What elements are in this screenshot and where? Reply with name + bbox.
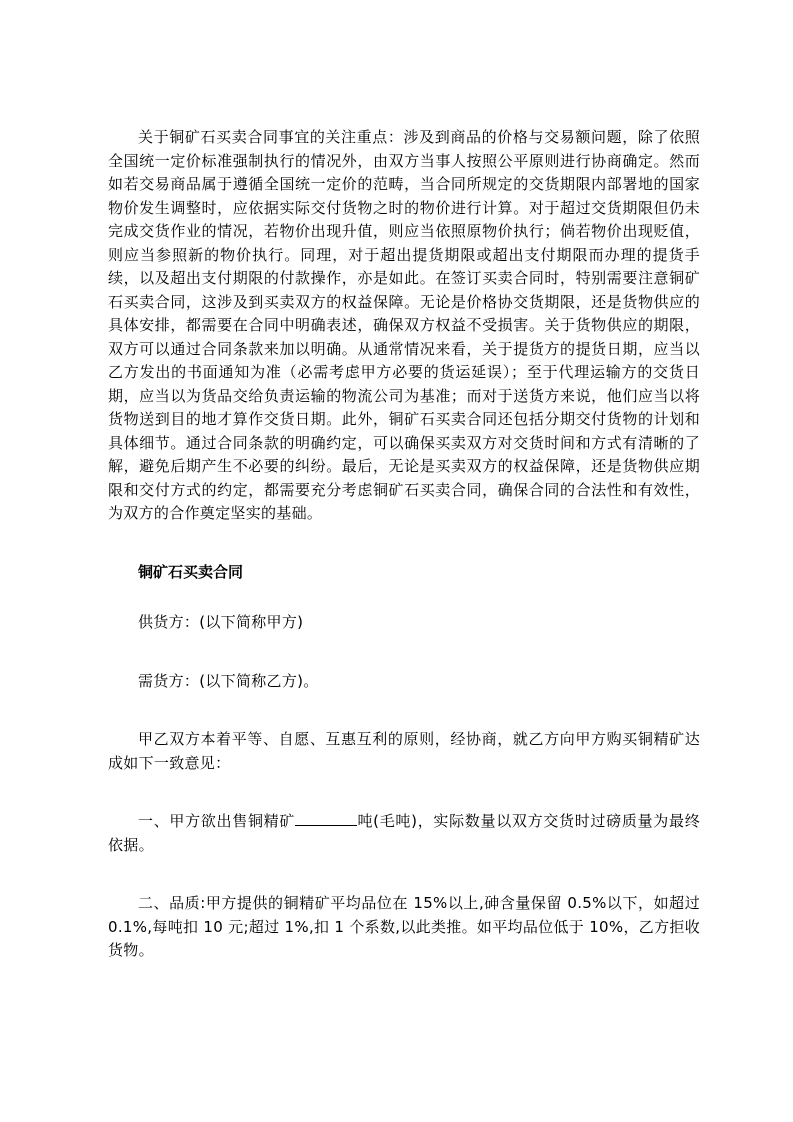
preamble-paragraph: 甲乙双方本着平等、自愿、互惠互利的原则，经协商，就乙方向甲方购买铜精矿达成如下一致意见： xyxy=(108,730,700,772)
clause-1-prefix: 一、甲方欲出售铜精矿 xyxy=(138,812,296,830)
clause-1 xyxy=(108,810,700,857)
clause-1-suffix: 吨(毛吨)，实际数量以双方交货时过磅质量为最终依据。 xyxy=(108,812,700,854)
contract-title: 铜矿石买卖合同 xyxy=(138,562,244,581)
buyer-line: 需货方：(以下简称乙方)。 xyxy=(138,671,319,690)
intro-paragraph: 关于铜矿石买卖合同事宜的关注重点：涉及到商品的价格与交易额问题，除了依照全国统一定价标准强制执行的情况外，由双方当事人按照公平原则进行协商确定。然而如若交易商品属于遵循全国统一定价的范畴，当合同所规定的交货期限内部署地的国家物价发生调整时，应依据实际交付货物之时的物价进行计算。对于超过交货期限但仍未完成交货作业的情况，若物价出现升值，则应当依照原物价执行；倘若物价出现贬值，则应当参照新的物价执行。同理，对于超出提货期限或超出支付期限而办理的提货手续，以及超出支付期限的付款操作，亦是如此。在签订买卖合同时，特别需要注意铜矿石买卖合同，这涉及到买卖双方的权益保障。无论是价格协交货期限，还是货物供应的具体安排，都需要在合同中明确表述，确保双方权益不受损害。关于货物供应的期限，双方可以通过合同条款来加以明确。从通常情况来看，关于提货方的提货日期，应当以乙方发出的书面通知为准（必需考虑甲方必要的货运延误）；至于代理运输方的交货日期，应当以为货品交给负责运输的物流公司为基准；而对于送货方来说，他们应当以将货物送到目的地才算作交货日期。此外，铜矿石买卖合同还包括分期交付货物的计划和具体细节。通过合同条款的明确约定，可以确保买卖双方对交货时间和方式有清晰的了解，避免后期产生不必要的纠纷。最后，无论是买卖双方的权益保障，还是货物供应期限和交付方式的约定，都需要充分考虑铜矿石买卖合同，确保合同的合法性和有效性，为双方的合作奠定坚实的基础。 xyxy=(108,128,700,522)
supplier-line: 供货方：(以下简称甲方) xyxy=(138,613,304,631)
document-body xyxy=(108,126,700,963)
quantity-blank xyxy=(295,811,357,826)
clause-2: 二、品质:甲方提供的铜精矿平均品位在 15%以上,砷含量保留 0.5%以下，如超过 0.1%,每吨扣 10 元;超过 1%,扣 1 个系数,以此类推。如平均品位低于 10%，乙方拒收货物。 xyxy=(108,894,700,959)
